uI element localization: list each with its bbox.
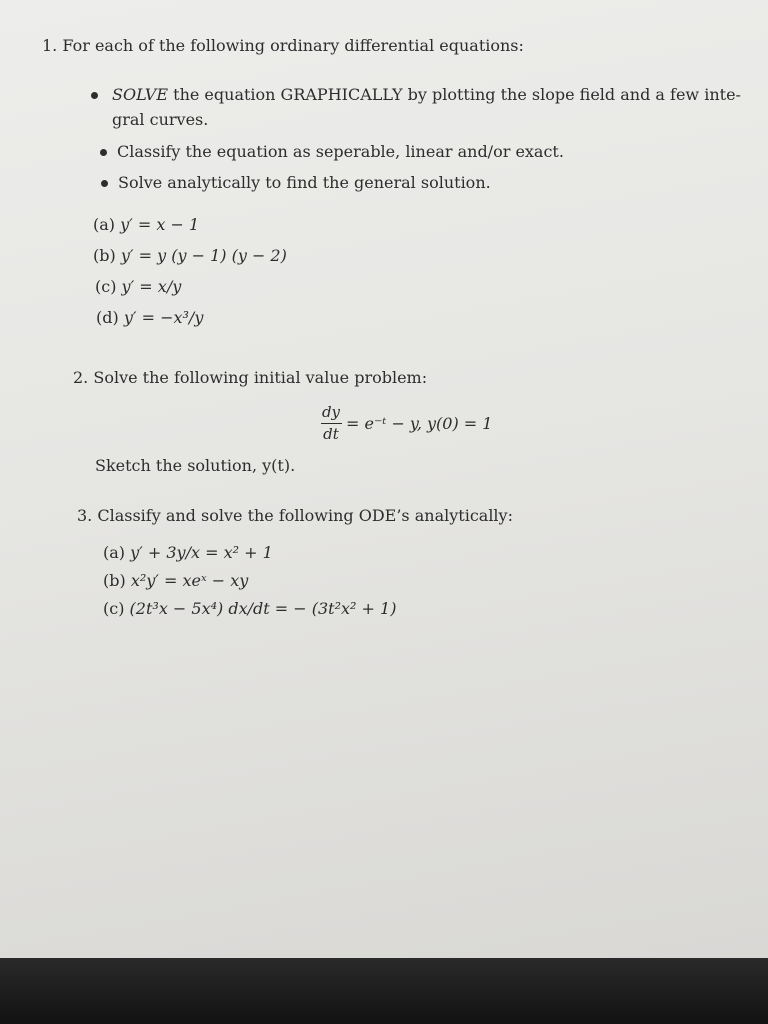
equation-label: (a): [93, 215, 116, 234]
equation-label: (b): [103, 571, 126, 590]
problem-1-intro: 1. For each of the following ordinary differential equations:: [42, 36, 524, 55]
bullet-1: [91, 92, 98, 99]
bullet-1-emphasis: SOLVE: [112, 85, 169, 104]
bullet-2: [100, 149, 107, 156]
equation-label: (d): [96, 308, 119, 327]
desk-background: [0, 958, 768, 1024]
bullet-1-text: [112, 85, 741, 105]
bullet-2-text: Classify the equation as seperable, linear and/or exact.: [117, 142, 564, 161]
bullet-3: [101, 180, 108, 187]
equation-expr: y′ + 3y/x = x² + 1: [130, 543, 273, 562]
equation-1b: [93, 246, 287, 266]
equation-expr: y′ = −x³/y: [123, 308, 204, 327]
equation-label: (b): [93, 246, 116, 265]
equation-label: (c): [103, 599, 125, 618]
fraction-denominator: dt: [323, 425, 339, 443]
equation-3c: [103, 599, 396, 619]
ivp-rhs: = e⁻ᵗ − y, y(0) = 1: [346, 414, 493, 433]
equation-expr: (2t³x − 5x⁴) dx/dt = − (3t²x² + 1): [129, 599, 397, 618]
equation-1d: [96, 308, 203, 328]
bullet-1-continuation: gral curves.: [112, 110, 209, 129]
fraction-numerator: dy: [321, 403, 341, 421]
bullet-3-text: Solve analytically to find the general solution.: [118, 173, 491, 192]
equation-3b: [103, 571, 248, 591]
equation-expr: y′ = x/y: [121, 277, 182, 296]
equation-expr: y′ = y (y − 1) (y − 2): [120, 246, 287, 265]
equation-expr: y′ = x − 1: [120, 215, 200, 234]
equation-label: (a): [103, 543, 126, 562]
problem-3-intro: 3. Classify and solve the following ODE’s analytically:: [77, 506, 513, 525]
equation-expr: x²y′ = xeˣ − xy: [130, 571, 249, 590]
equation-1a: [93, 215, 199, 235]
equation-1c: [95, 277, 181, 297]
fraction-bar: [321, 423, 342, 424]
problem-2-sketch: Sketch the solution, y(t).: [95, 456, 296, 475]
equation-3a: [103, 543, 273, 563]
equation-label: (c): [95, 277, 117, 296]
bullet-1-rest: the equation GRAPHICALLY by plotting the slope field and a few inte-: [168, 85, 741, 104]
problem-2-intro: 2. Solve the following initial value problem:: [73, 368, 428, 387]
